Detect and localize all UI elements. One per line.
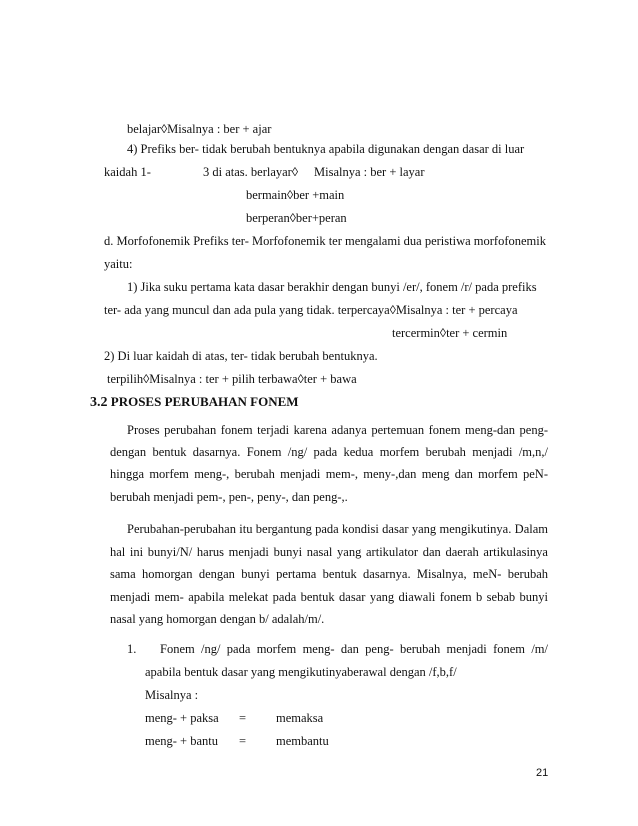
paragraph-line: Perubahan-perubahan itu bergantung pada kondisi dasar yang mengikutinya. Dalam	[127, 522, 548, 536]
paragraph-line: menjadi mem- apabila melekat pada bentuk dasar yang diawali fonem b sebab bunyi	[110, 590, 548, 604]
paragraph-line: berubah menjadi pem-, pen-, peny-, dan peng-,.	[110, 490, 348, 504]
section-title: PROSES PERUBAHAN FONEM	[110, 394, 299, 409]
text-line: 3 di atas. berlayar◊	[203, 165, 299, 179]
text-line: yaitu:	[104, 257, 133, 271]
text-line: ter- ada yang muncul dan ada pula yang tidak. terpercaya◊Misalnya : ter + percaya	[104, 303, 518, 317]
example-rhs: membantu	[276, 734, 329, 748]
example-equals: =	[239, 734, 247, 748]
paragraph-line: Proses perubahan fonem terjadi karena adanya pertemuan fonem meng-dan peng-	[127, 423, 548, 437]
section-heading	[90, 394, 299, 411]
example-lhs: meng- + paksa	[145, 711, 219, 725]
paragraph-line: sama homorgan dengan bunyi pertama bentuk dasarnya. Misalnya, meN- berubah	[110, 567, 548, 581]
paragraph-line: dengan bentuk dasarnya. Fonem /ng/ pada kedua morfem berubah menjadi /m,n,/	[110, 445, 548, 459]
text-line: Misalnya : ber + layar	[314, 165, 425, 179]
text-line: 1) Jika suku pertama kata dasar berakhir dengan bunyi /er/, fonem /r/ pada prefiks	[127, 280, 537, 294]
example-lhs: meng- + bantu	[145, 734, 219, 748]
text-line: tercermin◊ter + cermin	[392, 326, 508, 340]
text-line: kaidah 1-	[104, 165, 151, 179]
text-line: 2) Di luar kaidah di atas, ter- tidak berubah bentuknya.	[104, 349, 378, 363]
text-line: d. Morfofonemik Prefiks ter- Morfofonemik ter mengalami dua peristiwa morfofonemik	[104, 234, 546, 248]
text-line: terpilih◊Misalnya : ter + pilih terbawa◊ter + bawa	[107, 372, 357, 386]
list-item-number: 1.	[127, 642, 137, 656]
page-number: 21	[536, 767, 549, 779]
example-equals: =	[239, 711, 247, 725]
example-label: Misalnya :	[145, 688, 199, 702]
text-line: belajar◊Misalnya : ber + ajar	[127, 122, 272, 136]
text-line: 4) Prefiks ber- tidak berubah bentuknya apabila digunakan dengan dasar di luar	[127, 142, 525, 156]
paragraph-line: hingga morfem meng-, berubah menjadi mem-, meny-,dan meng dan morfem peN-	[110, 467, 548, 481]
section-number: 3.2	[90, 395, 108, 410]
list-item-text: Fonem /ng/ pada morfem meng- dan peng- berubah menjadi fonem /m/	[160, 642, 548, 656]
example-rhs: memaksa	[276, 711, 324, 725]
text-line: bermain◊ber +main	[246, 188, 345, 202]
list-item-text: apabila bentuk dasar yang mengikutinyaberawal dengan /f,b,f/	[145, 665, 457, 679]
paragraph-line: hal ini bunyi/N/ harus menjadi bunyi nasal yang artikulator dan daerah artikulasinya	[110, 545, 548, 559]
paragraph-line: nasal yang homorgan dengan b/ adalah/m/.	[110, 612, 325, 626]
text-line: berperan◊ber+peran	[246, 211, 347, 225]
